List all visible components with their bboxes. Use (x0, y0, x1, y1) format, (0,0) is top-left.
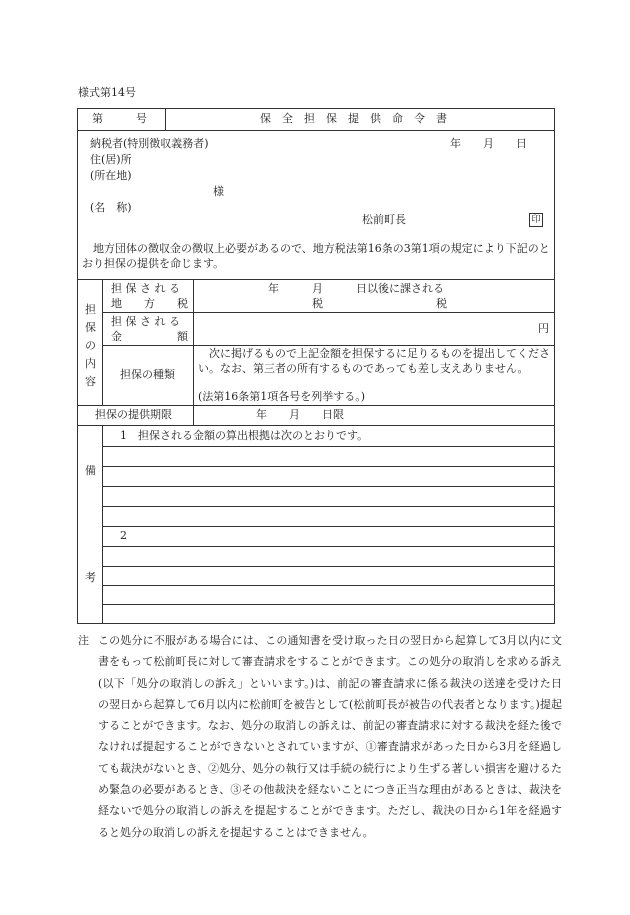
tax-value-2b: 税 (436, 297, 447, 310)
address-label: 住(居)所 (90, 153, 132, 166)
content-char-4: 内 (85, 357, 96, 370)
form-title: 保 全 担 保 提 供 命 令 書 (260, 112, 447, 125)
deadline-label: 担保の提供期限 (95, 408, 172, 421)
preamble-text: 地方団体の徴収金の徴収上必要があるので、地方税法第16条の3第1項の規定により下記のとおり担保の提供を命じます。 (82, 242, 550, 270)
appeal-note (78, 630, 562, 843)
sama-label: 様 (213, 185, 224, 198)
seal-mark: 印 (529, 213, 543, 227)
type-note: (法第16条第1項各号を列挙する。) (198, 390, 366, 403)
tax-label-2: 地 方 税 (111, 297, 188, 310)
type-text: 次に掲げるもので上記金額を担保するに足りるものを提出してください。なお、第三者の所有するものであっても差し支えありません。 (198, 347, 550, 375)
number-label: 第 号 (92, 112, 147, 125)
issuer-name: 松前町長 (362, 213, 406, 226)
remarks-item-2: 2 (120, 529, 127, 542)
location-label: (所在地) (90, 169, 132, 182)
name-label: (名 称) (90, 201, 132, 214)
remarks-label-1: 備 (85, 464, 96, 477)
amount-unit: 円 (538, 322, 549, 335)
form-number: 様式第14号 (78, 86, 136, 99)
content-char-2: 保 (85, 321, 96, 334)
content-char-3: の (85, 339, 96, 352)
note-text: この処分に不服がある場合には、この通知書を受け取った日の翌日から起算して3月以内に文書をもって松前町長に対して審査請求をすることができます。この処分の取消しを求める訴え(以下「処分の取消しの訴え」といいます。)は、前記の審査請求に係る裁決の送達を受けた日の翌日から起算して6月以内に松前町を被告として(松前町長が被告の代表者となります。)提起することができます。なお、処分の取消しの訴えは、前記の審査請求に対する裁決を経た後でなければ提起することができないとされていますが、①審査請求があった日から3月を経過しても裁決がないとき、②処分、処分の執行又は手続の続行により生ずる著しい損害を避けるため緊急の必要があるとき、③その他裁決を経ないことにつき正当な理由があるときは、裁決を経ないで処分の取消しの訴えを提起することができます。ただし、裁決の日から1年を経過すると処分の取消しの訴えを提起することはできません。 (98, 634, 562, 839)
deadline-value: 年 月 日限 (256, 408, 344, 421)
amount-label-1: 担 保 さ れ る (111, 315, 180, 328)
tax-value-1: 年 月 日以後に課される (268, 282, 444, 295)
taxpayer-label: 納税者(特別徴収義務者) (90, 137, 209, 150)
content-char-1: 担 (85, 303, 96, 316)
content-char-5: 容 (85, 375, 96, 388)
remarks-item-1: 1 担保される金額の算出根拠は次のとおりです。 (120, 429, 369, 442)
note-label: 注 (78, 634, 89, 647)
order-form (77, 108, 555, 624)
type-label: 担保の種類 (120, 368, 175, 381)
tax-label-1: 担 保 さ れ る (111, 282, 180, 295)
tax-value-2a: 税 (312, 297, 323, 310)
issue-date: 年 月 日 (450, 137, 527, 150)
amount-label-2: 金 額 (111, 330, 188, 343)
remarks-label-2: 考 (85, 571, 96, 584)
